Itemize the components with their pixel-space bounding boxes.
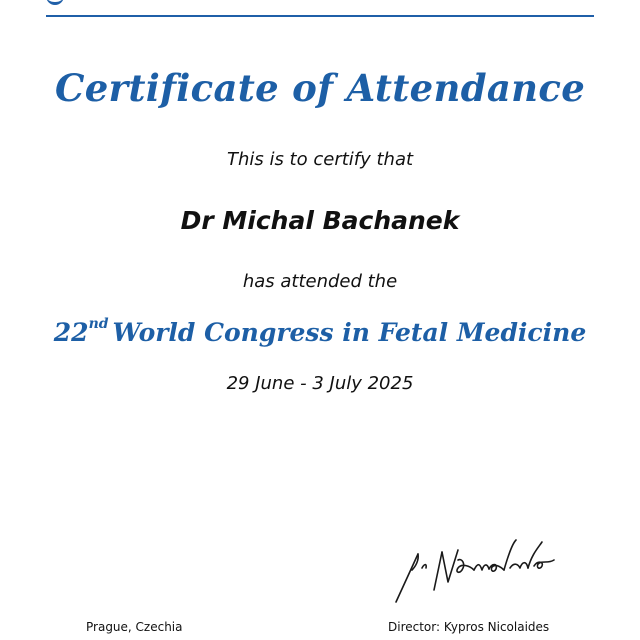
attended-text: has attended the xyxy=(242,271,398,292)
director-label: Director: Kypros Nicolaides xyxy=(388,620,550,634)
event-ordinal-suffix: nd xyxy=(88,316,109,332)
director-signature xyxy=(392,530,562,610)
event-dates: 29 June - 3 July 2025 xyxy=(226,373,414,394)
event-ordinal-number: 22 xyxy=(53,318,89,347)
event-name: World Congress in Fetal Medicine xyxy=(112,318,587,347)
header-divider xyxy=(46,15,594,17)
location-text: Prague, Czechia xyxy=(86,620,183,634)
event-title xyxy=(0,318,640,347)
logo-fragment-icon xyxy=(46,0,64,5)
recipient-name: Dr Michal Bachanek xyxy=(180,206,460,235)
certify-text: This is to certify that xyxy=(226,149,414,170)
certificate-title: Certificate of Attendance xyxy=(54,66,586,110)
